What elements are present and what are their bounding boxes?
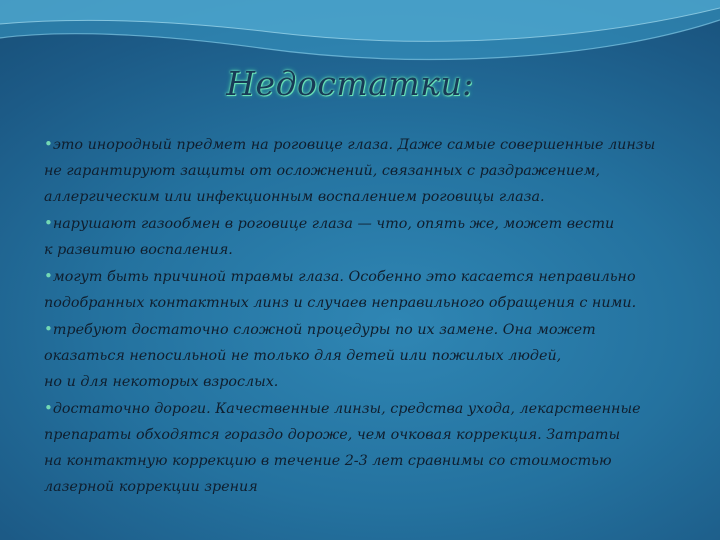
bullet-text-line: препараты обходятся гораздо дороже, чем очковая коррекция. Затраты xyxy=(44,427,621,443)
bullet-text-line: но и для некоторых взрослых. xyxy=(44,374,279,390)
bullet-icon: • xyxy=(44,320,53,338)
list-item xyxy=(44,210,684,263)
bullet-icon: • xyxy=(44,267,53,285)
list-item xyxy=(44,395,684,500)
bullet-text-line: достаточно сложной процедуры по их замене. Она может xyxy=(127,322,596,338)
bullet-text-line: на контактную коррекцию в течение 2-3 лет сравнимы со стоимостью xyxy=(44,453,612,469)
bullet-text-line: к развитию воспаления. xyxy=(44,242,233,258)
bullet-icon: • xyxy=(44,399,53,417)
bullet-list xyxy=(44,131,684,500)
list-item xyxy=(44,316,684,395)
bullet-lead: достаточно xyxy=(52,401,150,417)
bullet-lead: требуют xyxy=(52,322,128,338)
bullet-text-line: быть причиной травмы глаза. Особенно это касается неправильно xyxy=(102,269,636,285)
bullet-text-line: аллергическим или инфекционным воспалением роговицы глаза. xyxy=(44,189,545,205)
bullet-lead: могут xyxy=(52,269,103,285)
bullet-text-line: не гарантируют защиты от осложнений, связанных с раздражением, xyxy=(44,163,600,179)
slide-title: Недостатки: xyxy=(226,64,474,103)
list-item xyxy=(44,263,684,316)
bullet-text-line: подобранных контактных линз и случаев неправильного обращения с ними. xyxy=(44,295,637,311)
bullet-text-line: инородный предмет на роговице глаза. Даже самые совершенные линзы xyxy=(83,137,656,153)
bullet-text-line: дороги. Качественные линзы, средства ухода, лекарственные xyxy=(149,401,641,417)
bullet-icon: • xyxy=(44,135,53,153)
bullet-text-line: газообмен в роговице глаза — что, опять же, может вести xyxy=(136,216,615,232)
bullet-text-line: лазерной коррекции зрения xyxy=(44,479,258,495)
list-item xyxy=(44,131,684,210)
bullet-lead: это xyxy=(52,137,84,153)
bullet-icon: • xyxy=(44,214,53,232)
bullet-text-line: оказаться непосильной не только для детей или пожилых людей, xyxy=(44,348,562,364)
bullet-lead: нарушают xyxy=(52,216,137,232)
